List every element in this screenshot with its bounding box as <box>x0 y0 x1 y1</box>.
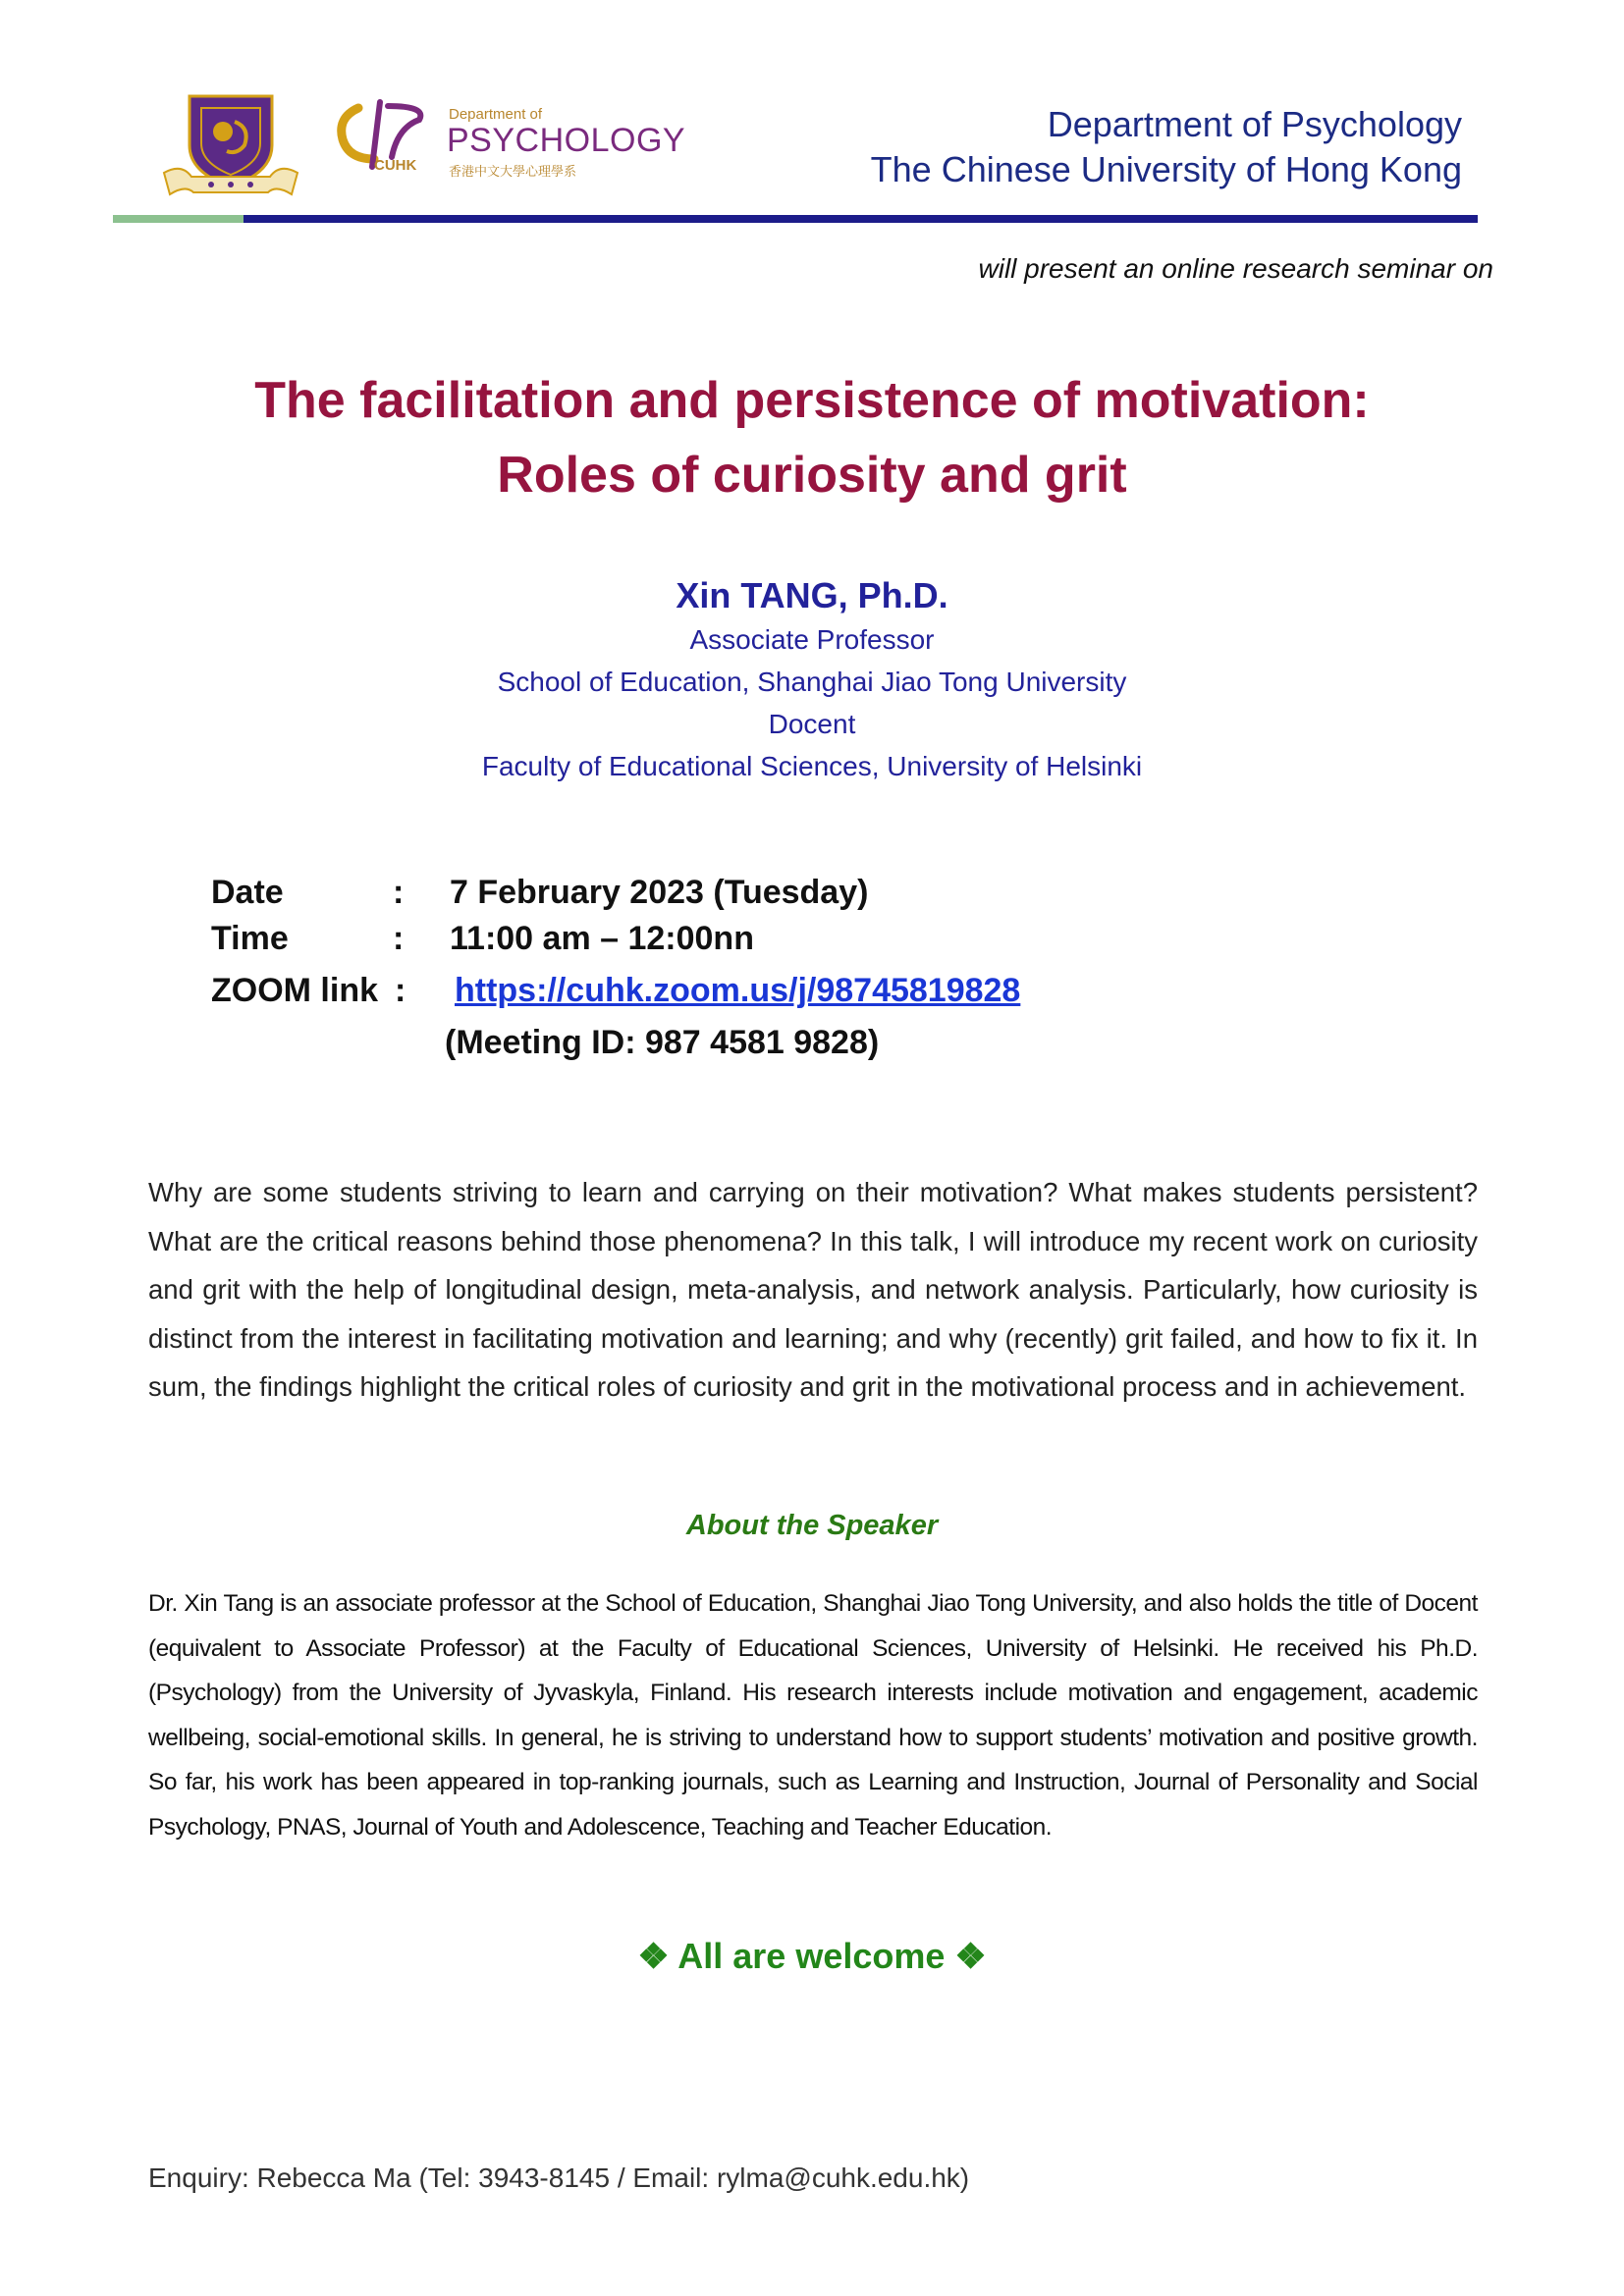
speaker-affiliation-2: Faculty of Educational Sciences, University of Helsinki <box>481 751 1143 781</box>
cuhk-crest-logo <box>162 90 299 198</box>
time-label: Time <box>211 920 289 957</box>
speaker-position: Associate Professor <box>689 624 935 655</box>
speaker-name: Xin TANG, Ph.D. <box>676 575 948 615</box>
logo-cuhk-word: CUHK <box>374 157 417 174</box>
speaker-block <box>0 573 1624 787</box>
speaker-affiliation: School of Education, Shanghai Jiao Tong University <box>497 667 1127 697</box>
logo-chinese-name: 香港中文大學心理學系 <box>449 165 577 180</box>
time-colon: : <box>393 920 405 957</box>
speaker-position-2: Docent <box>768 709 856 739</box>
date-colon: : <box>393 874 405 911</box>
header-divider-green <box>113 215 244 223</box>
date-label: Date <box>211 874 284 911</box>
header-divider <box>113 215 1478 223</box>
header-divider-blue <box>244 215 1478 223</box>
department-heading <box>871 102 1462 192</box>
seminar-title-line-2: Roles of curiosity and grit <box>497 447 1127 504</box>
speaker-bio: Dr. Xin Tang is an associate professor at the School of Education, Shanghai Jiao Tong University, and also holds the title of Docent (equivalent to Associate Professor) at the Faculty of Educational Sciences, University of Helsinki. He received his Ph.D. (Psychology) from the University of Jyvaskyla, Finland. His research interests include motivation and engagement, academic wellbeing, social-emotional skills. In general, he is striving to understand how to support students’ motivation and positive growth. So far, his work has been appeared in top-ranking journals, such as Learning and Instruction, Journal of Personality and Social Psychology, PNAS, Journal of Youth and Adolescence, Teaching and Teacher Education. <box>148 1590 1478 1841</box>
about-speaker-heading: About the Speaker <box>685 1510 939 1541</box>
logo-department-of: Department of <box>449 106 543 123</box>
department-name: Department of Psychology <box>1047 104 1462 144</box>
logo-psychology-word: PSYCHOLOGY <box>447 122 686 159</box>
psychology-department-logo <box>329 98 686 187</box>
zoom-colon: : <box>395 972 406 1009</box>
welcome-message: ❖ All are welcome ❖ <box>637 1936 987 1976</box>
enquiry-contact: Enquiry: Rebecca Ma (Tel: 3943-8145 / Email: rylma@cuhk.edu.hk) <box>148 2163 970 2193</box>
meeting-id: (Meeting ID: 987 4581 9828) <box>445 1024 880 1061</box>
intro-line: will present an online research seminar on <box>978 253 1493 284</box>
date-value: 7 February 2023 (Tuesday) <box>450 874 869 911</box>
zoom-link[interactable]: https://cuhk.zoom.us/j/98745819828 <box>455 972 1021 1009</box>
seminar-title-line-1: The facilitation and persistence of motivation: <box>254 372 1370 429</box>
university-name: The Chinese University of Hong Kong <box>870 149 1462 189</box>
seminar-title <box>0 363 1624 512</box>
abstract-paragraph: Why are some students striving to learn and carrying on their motivation? What makes students persistent? What are the critical reasons behind those phenomena? In this talk, I will introduce my recent work on curiosity and grit with the help of longitudinal design, meta-analysis, and network analysis. Particularly, how curiosity is distinct from the interest in facilitating motivation and learning; and why (recently) grit failed, and how to fix it. In sum, the findings highlight the critical roles of curiosity and grit in the motivational process and in achievement. <box>148 1177 1478 1402</box>
time-value: 11:00 am – 12:00nn <box>450 920 754 957</box>
zoom-label: ZOOM link <box>211 972 378 1009</box>
